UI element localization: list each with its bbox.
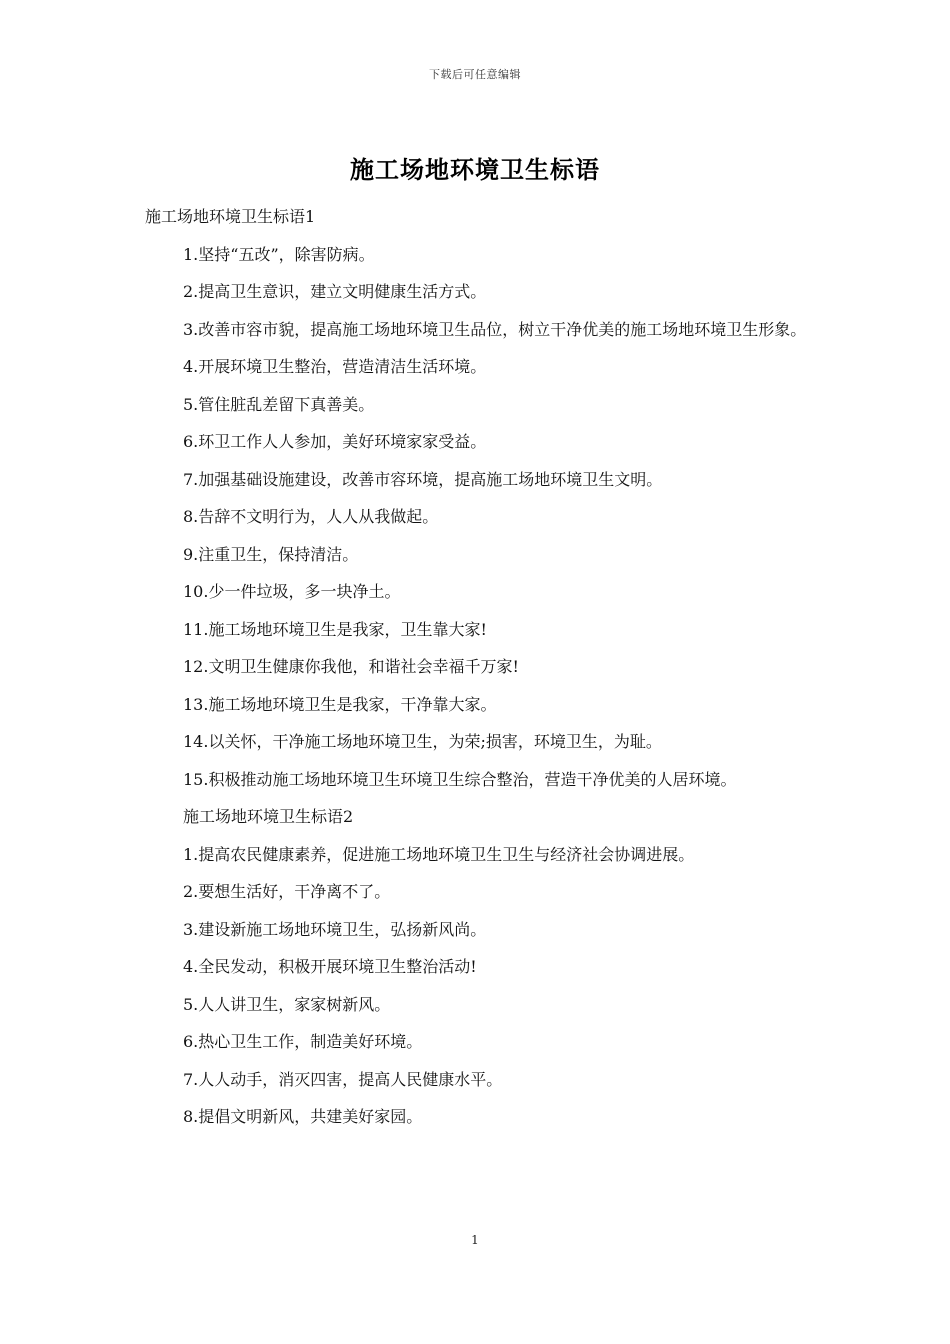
list-item: 4.全民发动，积极开展环境卫生整治活动!	[183, 957, 477, 976]
list-item: 4.开展环境卫生整治，营造清洁生活环境。	[183, 357, 487, 376]
list-item: 2.要想生活好，干净离不了。	[183, 882, 391, 901]
list-item: 12.文明卫生健康你我他，和谐社会幸福千万家!	[183, 657, 519, 676]
list-item: 11.施工场地环境卫生是我家，卫生靠大家!	[183, 619, 487, 639]
list-item: 1.提高农民健康素养，促进施工场地环境卫生卫生与经济社会协调进展。	[183, 844, 695, 864]
list-item: 8.告辞不文明行为，人人从我做起。	[183, 507, 439, 526]
document-title: 施工场地环境卫生标语	[350, 155, 600, 184]
section-heading-2: 施工场地环境卫生标语2	[183, 807, 354, 826]
list-item: 8.提倡文明新风，共建美好家园。	[183, 1107, 423, 1126]
list-item: 3.建设新施工场地环境卫生，弘扬新风尚。	[183, 919, 487, 939]
list-item: 15.积极推动施工场地环境卫生环境卫生综合整治，营造干净优美的人居环境。	[183, 769, 737, 789]
page-number: 1	[471, 1233, 479, 1247]
list-item: 3.改善市容市貌，提高施工场地环境卫生品位，树立干净优美的施工场地环境卫生形象。	[183, 319, 807, 339]
list-item: 5.管住脏乱差留下真善美。	[183, 394, 375, 414]
list-item: 9.注重卫生，保持清洁。	[183, 544, 359, 564]
list-item: 2.提高卫生意识，建立文明健康生活方式。	[183, 282, 487, 301]
list-item: 1.坚持“五改”，除害防病。	[183, 244, 375, 264]
list-item: 14.以关怀，干净施工场地环境卫生，为荣;损害，环境卫生，为耻。	[183, 732, 662, 751]
slogan-list-1	[145, 236, 810, 799]
page-header-note: 下载后可任意编辑	[429, 68, 521, 81]
list-item: 7.人人动手，消灭四害，提高人民健康水平。	[183, 1069, 503, 1089]
list-item: 5.人人讲卫生，家家树新风。	[183, 994, 391, 1014]
document-body	[145, 198, 810, 1136]
list-item: 6.热心卫生工作，制造美好环境。	[183, 1032, 423, 1051]
list-item: 10.少一件垃圾，多一块净土。	[183, 582, 401, 601]
list-item: 7.加强基础设施建设，改善市容环境，提高施工场地环境卫生文明。	[183, 469, 663, 489]
section-heading-1: 施工场地环境卫生标语1	[145, 207, 316, 226]
list-item: 13.施工场地环境卫生是我家，干净靠大家。	[183, 694, 497, 714]
slogan-list-2	[145, 836, 810, 1136]
list-item: 6.环卫工作人人参加，美好环境家家受益。	[183, 432, 487, 451]
